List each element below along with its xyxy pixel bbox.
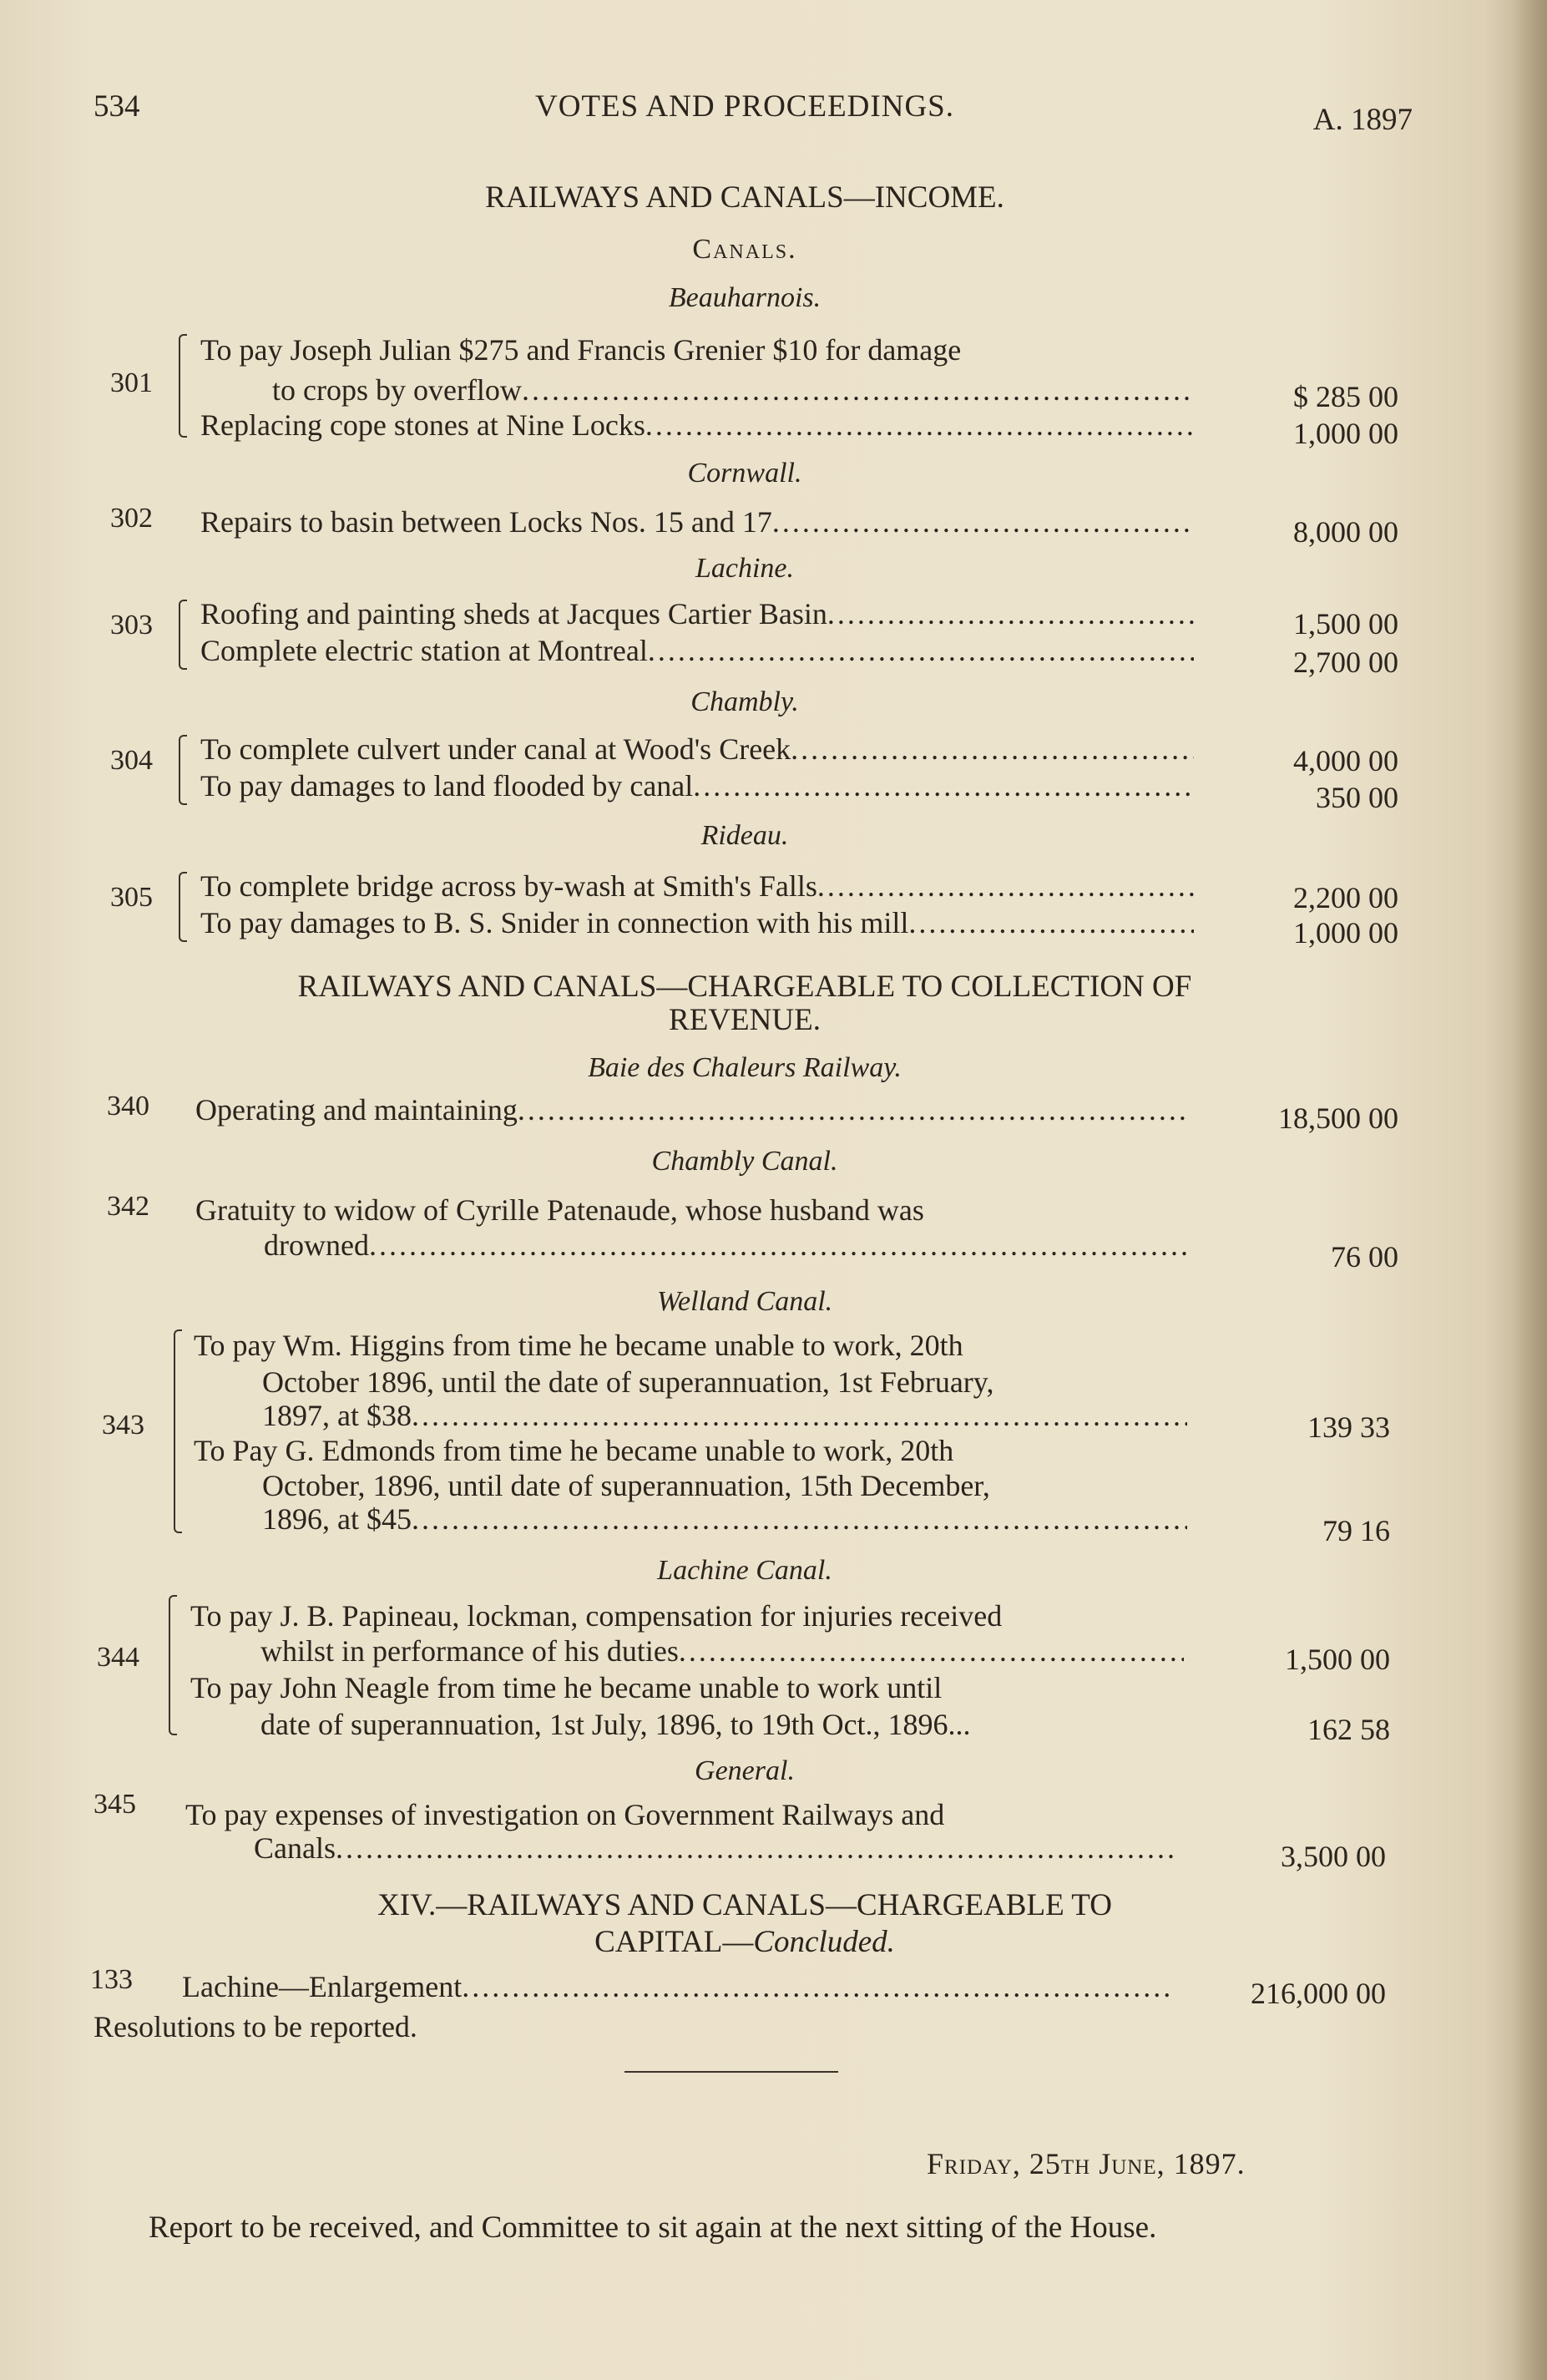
brace (169, 1595, 177, 1735)
amount: 1,000 00 (1293, 417, 1398, 450)
amount: 1,500 00 (1293, 607, 1398, 641)
entry-line: Complete electric station at Montreal ..... (200, 633, 1194, 668)
item-number: 345 (94, 1789, 136, 1820)
entry-line: 1896, at $45 ..... (262, 1501, 1187, 1537)
divider-rule (624, 2071, 838, 2073)
entry-line: To Pay G. Edmonds from time he became unable to work, 20th (194, 1434, 954, 1467)
subheading-lachine-canal: Lachine Canal. (657, 1555, 832, 1586)
entry-line: To pay Wm. Higgins from time he became unable to work, 20th (194, 1329, 963, 1362)
amount: 1,500 00 (1285, 1643, 1390, 1676)
entry-line: Gratuity to widow of Cyrille Patenaude, whose husband was (195, 1193, 924, 1227)
entry-line: To pay Joseph Julian $275 and Francis Grenier $10 for damage (200, 333, 962, 367)
page-number: 534 (94, 89, 140, 124)
item-number: 344 (97, 1642, 139, 1673)
entry-line: Operating and maintaining ..... (195, 1092, 1189, 1127)
amount: 76 00 (1331, 1240, 1398, 1274)
subheading-chambly: Chambly. (690, 686, 799, 717)
item-number: 343 (102, 1410, 144, 1441)
entry-line: To pay damages to land flooded by canal ..... (200, 768, 1194, 803)
amount: 4,000 00 (1293, 744, 1398, 777)
entry-line: Roofing and painting sheds at Jacques Cartier Basin ..... (200, 596, 1194, 631)
entry-line: To complete bridge across by-wash at Smith's Falls ..... (200, 868, 1194, 904)
entry-line: To pay J. B. Papineau, lockman, compensation for injuries received (190, 1599, 1003, 1633)
amount: $ 285 00 (1293, 380, 1398, 413)
entry-line: whilst in performance of his duties ..... (260, 1633, 1184, 1669)
running-head (94, 84, 1413, 137)
subheading-cornwall: Cornwall. (687, 458, 802, 489)
entry-line: To pay John Neagle from time he became unable to work until (190, 1671, 943, 1704)
amount: 18,500 00 (1278, 1101, 1398, 1135)
amount: 139 33 (1307, 1410, 1390, 1444)
entry-line: 1897, at $38 ..... (262, 1398, 1187, 1433)
brace (179, 600, 187, 670)
date-line: Friday, 25th June, 1897. (927, 2147, 1246, 2180)
amount: 3,500 00 (1281, 1840, 1386, 1873)
amount: 162 58 (1307, 1713, 1390, 1746)
section-title-revenue-cont: REVENUE. (669, 1003, 821, 1037)
brace (179, 334, 187, 438)
entry-line: To pay expenses of investigation on Government Railways and (185, 1798, 945, 1831)
entry-line: date of superannuation, 1st July, 1896, to 19th Oct., 1896... (260, 1708, 971, 1741)
amount: 8,000 00 (1293, 515, 1398, 549)
entry-line: To pay damages to B. S. Snider in connection with his mill ..... (200, 905, 1194, 940)
brace (179, 735, 187, 805)
brace (174, 1329, 182, 1533)
amount: 1,000 00 (1293, 916, 1398, 949)
subheading-general: General. (695, 1755, 795, 1786)
item-number: 304 (110, 745, 153, 776)
page-edge-shadow (1514, 0, 1547, 2380)
item-number: 305 (110, 882, 153, 913)
subheading-lachine: Lachine. (695, 553, 795, 584)
amount: 79 16 (1322, 1514, 1390, 1547)
section-title-income: RAILWAYS AND CANALS—INCOME. (485, 180, 1004, 215)
section-title-capital-cont: CAPITAL—Concluded. (594, 1925, 895, 1959)
brace (179, 872, 187, 942)
entry-line: To complete culvert under canal at Wood's Creek ..... (200, 732, 1194, 767)
subheading-chambly-canal: Chambly Canal. (651, 1146, 838, 1177)
subheading-beauharnois: Beauharnois. (668, 282, 822, 313)
entry-line: October, 1896, until date of superannuation, 15th December, (262, 1469, 990, 1502)
amount: 350 00 (1316, 781, 1398, 814)
resolutions-note: Resolutions to be reported. (94, 2010, 417, 2043)
section-title-revenue: RAILWAYS AND CANALS—CHARGEABLE TO COLLECTION OF (297, 970, 1192, 1004)
report-line: Report to be received, and Committee to sit again at the next sitting of the House. (149, 2210, 1157, 2245)
item-number: 133 (90, 1964, 133, 1995)
entry-line: Repairs to basin between Locks Nos. 15 and 17 ..... (200, 504, 1194, 539)
amount: 2,700 00 (1293, 646, 1398, 679)
entry-line: Lachine—Enlargement ..... (182, 1969, 1169, 2004)
item-number: 340 (107, 1091, 149, 1122)
item-number: 301 (110, 367, 153, 398)
amount: 216,000 00 (1251, 1977, 1386, 2010)
entry-line: Replacing cope stones at Nine Locks ..... (200, 408, 1194, 443)
page-title: VOTES AND PROCEEDINGS. (534, 89, 954, 124)
entry-line: drowned ..... (264, 1228, 1189, 1263)
entry-line: Canals ..... (254, 1831, 1179, 1866)
subheading-canals: Canals. (692, 234, 797, 265)
section-title-capital: XIV.—RAILWAYS AND CANALS—CHARGEABLE TO (377, 1888, 1112, 1922)
amount: 2,200 00 (1293, 881, 1398, 914)
item-number: 302 (110, 503, 153, 534)
entry-line: October 1896, until the date of superannuation, 1st February, (262, 1365, 994, 1399)
entry-line: to crops by overflow ..... (272, 372, 1194, 408)
subheading-welland-canal: Welland Canal. (656, 1286, 833, 1317)
item-number: 342 (107, 1191, 149, 1222)
item-number: 303 (110, 610, 153, 641)
subheading-rideau: Rideau. (700, 820, 789, 851)
subheading-baie-des-chaleurs: Baie des Chaleurs Railway. (588, 1052, 902, 1083)
year-label: A. 1897 (1312, 103, 1413, 137)
